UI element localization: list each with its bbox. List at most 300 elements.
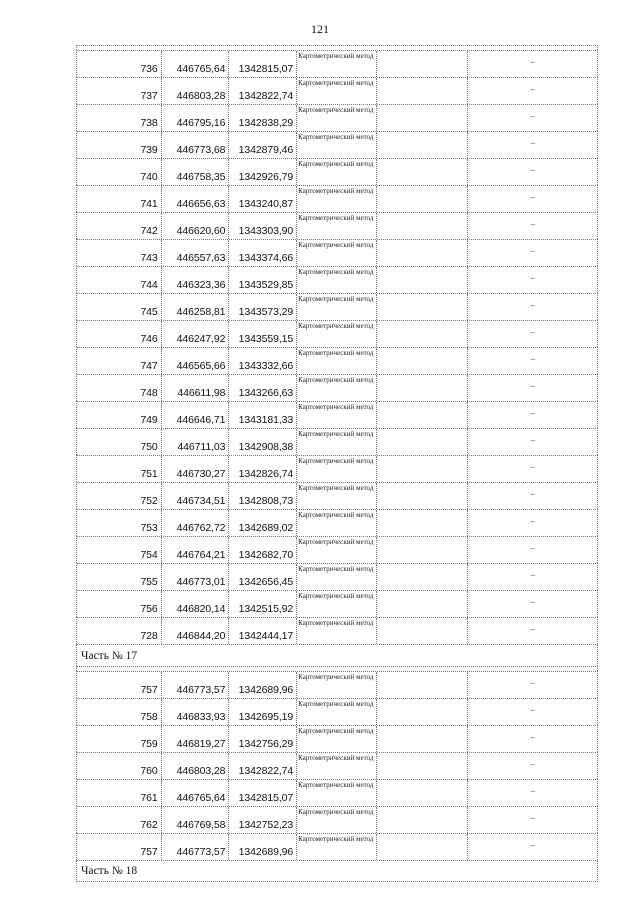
empty-cell-cell xyxy=(377,375,469,401)
coord-y-cell xyxy=(229,159,297,185)
coord-x-cell xyxy=(162,483,230,509)
coord-y-cell xyxy=(229,456,297,482)
empty-cell-cell xyxy=(377,807,469,833)
table-row xyxy=(76,293,598,320)
coord-x: 446833,93 xyxy=(176,711,226,723)
table-row xyxy=(76,401,598,428)
coord-y-cell xyxy=(229,429,297,455)
coord-y: 1342822,74 xyxy=(238,90,294,102)
coord-x-cell xyxy=(162,591,230,617)
method-cell xyxy=(297,807,377,833)
point-number: 728 xyxy=(140,630,158,642)
table-row xyxy=(76,374,598,401)
coord-x-cell xyxy=(162,267,230,293)
point-number: 759 xyxy=(140,738,158,750)
point-number-cell xyxy=(77,807,162,833)
point-number-cell xyxy=(77,780,162,806)
coord-y: 1342682,70 xyxy=(238,549,294,561)
dash-cell: – xyxy=(530,732,535,742)
coord-y-cell xyxy=(229,186,297,212)
point-number: 740 xyxy=(140,171,158,183)
empty-cell-cell xyxy=(377,105,469,131)
dash-cell: – xyxy=(530,327,535,337)
point-number: 758 xyxy=(140,711,158,723)
method: Картометрический метод xyxy=(298,511,374,519)
dash-cell: – xyxy=(530,219,535,229)
coord-y: 1343266,63 xyxy=(238,387,294,399)
method: Картометрический метод xyxy=(298,376,374,384)
coord-y: 1342826,74 xyxy=(238,468,294,480)
empty-cell-cell xyxy=(377,672,469,698)
coord-y: 1342444,17 xyxy=(238,630,294,642)
coord-y: 1342689,96 xyxy=(238,846,294,858)
dash-cell: – xyxy=(530,138,535,148)
method: Картометрический метод xyxy=(298,295,374,303)
method: Картометрический метод xyxy=(298,457,374,465)
table-row xyxy=(76,563,598,590)
method-cell xyxy=(297,429,377,455)
method: Картометрический метод xyxy=(298,106,374,114)
method-cell xyxy=(297,834,377,860)
coord-x-cell xyxy=(162,780,230,806)
coord-x-cell xyxy=(162,672,230,698)
table-row xyxy=(76,725,598,752)
method: Картометрический метод xyxy=(298,241,374,249)
dash-cell-cell xyxy=(468,240,597,266)
coord-x-cell xyxy=(162,375,230,401)
dash-cell: – xyxy=(530,354,535,364)
coord-y-cell xyxy=(229,105,297,131)
dash-cell-cell xyxy=(468,159,597,185)
coord-y: 1343559,15 xyxy=(238,333,294,345)
method: Картометрический метод xyxy=(298,349,374,357)
point-number: 746 xyxy=(140,333,158,345)
dash-cell-cell xyxy=(468,213,597,239)
coord-x-cell xyxy=(162,429,230,455)
method: Картометрический метод xyxy=(298,538,374,546)
coord-x-cell xyxy=(162,564,230,590)
table-row xyxy=(76,590,598,617)
point-number-cell xyxy=(77,510,162,536)
coord-y-cell xyxy=(229,51,297,77)
dash-cell: – xyxy=(530,111,535,121)
dash-cell-cell xyxy=(468,375,597,401)
block-1-rows xyxy=(76,50,598,644)
method-cell xyxy=(297,483,377,509)
method: Картометрический метод xyxy=(298,430,374,438)
table-row xyxy=(76,428,598,455)
empty-cell-cell xyxy=(377,267,469,293)
point-number: 742 xyxy=(140,225,158,237)
coord-y: 1343240,87 xyxy=(238,198,294,210)
dash-cell: – xyxy=(530,435,535,445)
dash-cell: – xyxy=(530,705,535,715)
point-number-cell xyxy=(77,51,162,77)
method: Картометрический метод xyxy=(298,619,374,627)
coord-x: 446734,51 xyxy=(176,495,226,507)
table-row xyxy=(76,779,598,806)
dash-cell-cell xyxy=(468,294,597,320)
coord-y: 1342838,29 xyxy=(238,117,294,129)
dash-cell-cell xyxy=(468,807,597,833)
method-cell xyxy=(297,213,377,239)
method-cell xyxy=(297,267,377,293)
coord-x: 446819,27 xyxy=(176,738,226,750)
point-number-cell xyxy=(77,348,162,374)
table-row xyxy=(76,212,598,239)
method-cell xyxy=(297,78,377,104)
point-number: 745 xyxy=(140,306,158,318)
method-cell xyxy=(297,699,377,725)
table-row xyxy=(76,833,598,860)
dash-cell-cell xyxy=(468,510,597,536)
empty-cell-cell xyxy=(377,159,469,185)
coord-y-cell xyxy=(229,78,297,104)
method-cell xyxy=(297,348,377,374)
dash-cell: – xyxy=(530,543,535,553)
point-number: 761 xyxy=(140,792,158,804)
coord-y: 1342926,79 xyxy=(238,171,294,183)
table-row xyxy=(76,455,598,482)
coord-y: 1342689,02 xyxy=(238,522,294,534)
dash-cell-cell xyxy=(468,186,597,212)
coord-x-cell xyxy=(162,402,230,428)
coord-x-cell xyxy=(162,240,230,266)
dash-cell: – xyxy=(530,381,535,391)
coord-y-cell xyxy=(229,321,297,347)
coord-x-cell xyxy=(162,321,230,347)
point-number-cell xyxy=(77,537,162,563)
empty-cell-cell xyxy=(377,537,469,563)
point-number: 753 xyxy=(140,522,158,534)
point-number-cell xyxy=(77,159,162,185)
table-row xyxy=(76,347,598,374)
table-row xyxy=(76,698,598,725)
coord-x: 446765,64 xyxy=(176,792,226,804)
dash-cell-cell xyxy=(468,51,597,77)
method-cell xyxy=(297,132,377,158)
dash-cell: – xyxy=(530,786,535,796)
empty-cell-cell xyxy=(377,834,469,860)
empty-cell-cell xyxy=(377,132,469,158)
point-number: 748 xyxy=(140,387,158,399)
point-number: 752 xyxy=(140,495,158,507)
dash-cell: – xyxy=(530,273,535,283)
dash-cell-cell xyxy=(468,753,597,779)
coord-x: 446730,27 xyxy=(176,468,226,480)
coord-x: 446803,28 xyxy=(176,90,226,102)
coord-x: 446323,36 xyxy=(176,279,226,291)
dash-cell: – xyxy=(530,57,535,67)
coord-y: 1342908,38 xyxy=(238,441,294,453)
table-row xyxy=(76,806,598,833)
coord-x-cell xyxy=(162,753,230,779)
coord-x-cell xyxy=(162,132,230,158)
dash-cell: – xyxy=(530,84,535,94)
dash-cell: – xyxy=(530,192,535,202)
method-cell xyxy=(297,672,377,698)
point-number: 755 xyxy=(140,576,158,588)
method: Картометрический метод xyxy=(298,322,374,330)
method-cell xyxy=(297,537,377,563)
coord-y-cell xyxy=(229,132,297,158)
coord-x: 446557,63 xyxy=(176,252,226,264)
method-cell xyxy=(297,591,377,617)
table-row xyxy=(76,131,598,158)
point-number-cell xyxy=(77,726,162,752)
dash-cell-cell xyxy=(468,267,597,293)
method: Картометрический метод xyxy=(298,79,374,87)
coord-x: 446620,60 xyxy=(176,225,226,237)
point-number: 743 xyxy=(140,252,158,264)
coord-x-cell xyxy=(162,456,230,482)
method: Картометрический метод xyxy=(298,754,374,762)
dash-cell-cell xyxy=(468,672,597,698)
dash-cell: – xyxy=(530,516,535,526)
point-number: 738 xyxy=(140,117,158,129)
point-number: 736 xyxy=(140,63,158,75)
table-row xyxy=(76,617,598,644)
dash-cell: – xyxy=(530,165,535,175)
point-number-cell xyxy=(77,483,162,509)
point-number: 757 xyxy=(140,846,158,858)
method: Картометрический метод xyxy=(298,835,374,843)
method: Картометрический метод xyxy=(298,700,374,708)
empty-cell-cell xyxy=(377,348,469,374)
empty-cell-cell xyxy=(377,510,469,536)
coord-x-cell xyxy=(162,213,230,239)
empty-cell-cell xyxy=(377,699,469,725)
point-number: 757 xyxy=(140,684,158,696)
point-number: 741 xyxy=(140,198,158,210)
coord-y-cell xyxy=(229,537,297,563)
dash-cell-cell xyxy=(468,429,597,455)
table-row xyxy=(76,320,598,347)
point-number-cell xyxy=(77,78,162,104)
coord-y-cell xyxy=(229,591,297,617)
point-number-cell xyxy=(77,672,162,698)
dash-cell: – xyxy=(530,840,535,850)
block-2-rows xyxy=(76,671,598,860)
dash-cell: – xyxy=(530,813,535,823)
coord-x: 446844,20 xyxy=(176,630,226,642)
coord-y-cell xyxy=(229,348,297,374)
empty-cell-cell xyxy=(377,483,469,509)
coord-x: 446764,21 xyxy=(176,549,226,561)
coord-y: 1343332,66 xyxy=(238,360,294,372)
dash-cell: – xyxy=(530,624,535,634)
method-cell xyxy=(297,510,377,536)
coord-y: 1342756,29 xyxy=(238,738,294,750)
method: Картометрический метод xyxy=(298,484,374,492)
dash-cell: – xyxy=(530,300,535,310)
point-number: 739 xyxy=(140,144,158,156)
method: Картометрический метод xyxy=(298,673,374,681)
coord-y-cell xyxy=(229,672,297,698)
coord-x-cell xyxy=(162,159,230,185)
coord-x: 446258,81 xyxy=(176,306,226,318)
coord-x-cell xyxy=(162,699,230,725)
point-number-cell xyxy=(77,105,162,131)
table-row xyxy=(76,104,598,131)
coord-y-cell xyxy=(229,483,297,509)
method-cell xyxy=(297,402,377,428)
table-row xyxy=(76,509,598,536)
coord-x: 446820,14 xyxy=(176,603,226,615)
dash-cell: – xyxy=(530,408,535,418)
coord-x: 446656,63 xyxy=(176,198,226,210)
point-number: 762 xyxy=(140,819,158,831)
dash-cell: – xyxy=(530,489,535,499)
coord-y: 1343181,33 xyxy=(238,414,294,426)
dash-cell: – xyxy=(530,570,535,580)
coord-x: 446758,35 xyxy=(176,171,226,183)
point-number: 751 xyxy=(140,468,158,480)
method-cell xyxy=(297,564,377,590)
method-cell xyxy=(297,294,377,320)
point-number: 747 xyxy=(140,360,158,372)
point-number: 754 xyxy=(140,549,158,561)
coord-x-cell xyxy=(162,618,230,644)
empty-cell-cell xyxy=(377,294,469,320)
method-cell xyxy=(297,51,377,77)
method-cell xyxy=(297,780,377,806)
coord-y: 1342689,96 xyxy=(238,684,294,696)
dash-cell-cell xyxy=(468,537,597,563)
coord-y-cell xyxy=(229,699,297,725)
empty-cell-cell xyxy=(377,429,469,455)
method: Картометрический метод xyxy=(298,727,374,735)
coord-y: 1343374,66 xyxy=(238,252,294,264)
coord-y-cell xyxy=(229,402,297,428)
method: Картометрический метод xyxy=(298,781,374,789)
coord-x: 446773,68 xyxy=(176,144,226,156)
empty-cell-cell xyxy=(377,564,469,590)
coord-y-cell xyxy=(229,726,297,752)
point-number: 749 xyxy=(140,414,158,426)
dash-cell-cell xyxy=(468,726,597,752)
coord-y: 1342815,07 xyxy=(238,792,294,804)
point-number-cell xyxy=(77,753,162,779)
method-cell xyxy=(297,618,377,644)
coord-y: 1343573,29 xyxy=(238,306,294,318)
coord-x-cell xyxy=(162,105,230,131)
table-row xyxy=(76,671,598,698)
coord-x: 446247,92 xyxy=(176,333,226,345)
dash-cell-cell xyxy=(468,618,597,644)
point-number-cell xyxy=(77,240,162,266)
empty-cell-cell xyxy=(377,591,469,617)
coord-y-cell xyxy=(229,564,297,590)
dash-cell: – xyxy=(530,246,535,256)
table-row xyxy=(76,266,598,293)
coord-x: 446795,16 xyxy=(176,117,226,129)
method: Картометрический метод xyxy=(298,565,374,573)
empty-cell-cell xyxy=(377,402,469,428)
point-number-cell xyxy=(77,699,162,725)
point-number-cell xyxy=(77,834,162,860)
coord-y-cell xyxy=(229,834,297,860)
method: Картометрический метод xyxy=(298,187,374,195)
coord-x: 446769,58 xyxy=(176,819,226,831)
point-number-cell xyxy=(77,186,162,212)
coord-y-cell xyxy=(229,780,297,806)
table-row xyxy=(76,50,598,77)
coord-x: 446711,03 xyxy=(177,441,226,453)
coord-y: 1342656,45 xyxy=(238,576,294,588)
page-number: 121 xyxy=(311,22,329,36)
point-number-cell xyxy=(77,618,162,644)
coord-y: 1342695,19 xyxy=(238,711,294,723)
coord-x-cell xyxy=(162,294,230,320)
coord-x-cell xyxy=(162,348,230,374)
coord-y-cell xyxy=(229,213,297,239)
coord-y: 1342515,92 xyxy=(238,603,294,615)
point-number-cell xyxy=(77,402,162,428)
coord-x: 446773,57 xyxy=(176,846,226,858)
dash-cell-cell xyxy=(468,564,597,590)
coord-x-cell xyxy=(162,51,230,77)
empty-cell-cell xyxy=(377,726,469,752)
table-row xyxy=(76,77,598,104)
method: Картометрический метод xyxy=(298,52,374,60)
dash-cell-cell xyxy=(468,780,597,806)
method: Картометрический метод xyxy=(298,808,374,816)
method: Картометрический метод xyxy=(298,214,374,222)
coord-x: 446773,57 xyxy=(176,684,226,696)
table-row xyxy=(76,752,598,779)
table-row xyxy=(76,482,598,509)
dash-cell: – xyxy=(530,462,535,472)
dash-cell-cell xyxy=(468,321,597,347)
dash-cell-cell xyxy=(468,132,597,158)
table-row xyxy=(76,536,598,563)
coord-y-cell xyxy=(229,618,297,644)
method-cell xyxy=(297,159,377,185)
coord-y-cell xyxy=(229,807,297,833)
dash-cell-cell xyxy=(468,456,597,482)
method-cell xyxy=(297,456,377,482)
point-number-cell xyxy=(77,267,162,293)
empty-cell-cell xyxy=(377,780,469,806)
method-cell xyxy=(297,375,377,401)
coord-x: 446646,71 xyxy=(176,414,226,426)
empty-cell-cell xyxy=(377,753,469,779)
coord-y: 1342752,23 xyxy=(238,819,294,831)
coord-y: 1342808,73 xyxy=(238,495,294,507)
coord-x-cell xyxy=(162,726,230,752)
method: Картометрический метод xyxy=(298,592,374,600)
coord-y: 1343529,85 xyxy=(238,279,294,291)
empty-cell-cell xyxy=(377,51,469,77)
coord-y: 1342879,46 xyxy=(238,144,294,156)
method-cell xyxy=(297,186,377,212)
dash-cell: – xyxy=(530,597,535,607)
empty-cell-cell xyxy=(377,456,469,482)
part-18-header: Часть № 18 xyxy=(76,860,598,882)
coord-x: 446773,01 xyxy=(176,576,226,588)
coord-x-cell xyxy=(162,186,230,212)
method-cell xyxy=(297,240,377,266)
point-number-cell xyxy=(77,429,162,455)
point-number-cell xyxy=(77,591,162,617)
dash-cell-cell xyxy=(468,105,597,131)
coord-y: 1342815,07 xyxy=(238,63,294,75)
dash-cell-cell xyxy=(468,402,597,428)
coord-y-cell xyxy=(229,510,297,536)
dash-cell: – xyxy=(530,759,535,769)
point-number-cell xyxy=(77,456,162,482)
